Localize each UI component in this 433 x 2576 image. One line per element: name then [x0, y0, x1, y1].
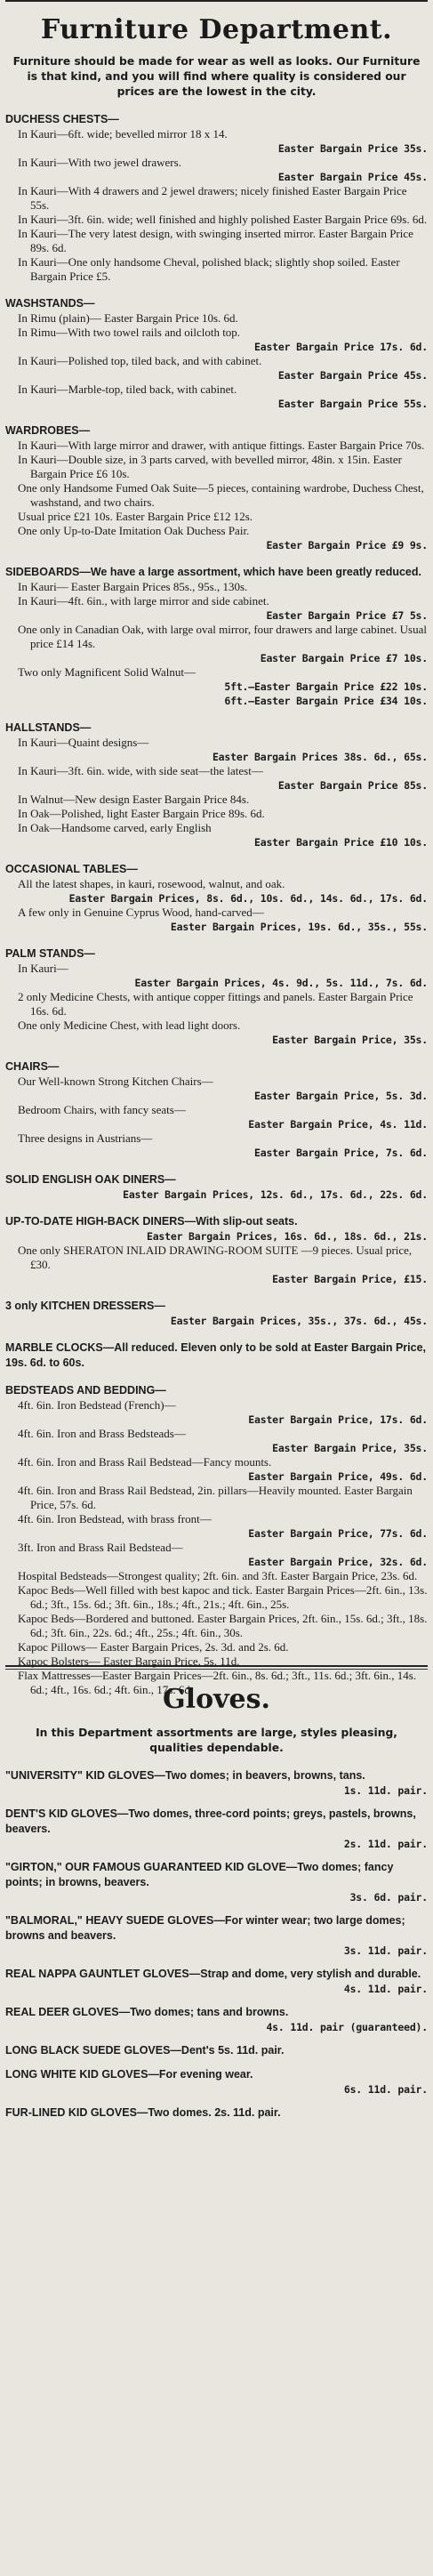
- item-line: In Rimu—With two towel rails and oilcloth top.: [18, 326, 241, 339]
- item-line: In Kauri—One only handsome Cheval, polished black; slightly shop soiled. Easter Bargain Price £5.: [18, 255, 400, 283]
- item-line: One only SHERATON INLAID DRAWING-ROOM SUITE —9 pieces. Usual price, £30.: [18, 1244, 413, 1271]
- price-line: Easter Bargain Price £7 5s.: [266, 609, 428, 622]
- item-line: One only Medicine Chest, with lead light doors.: [18, 1018, 241, 1032]
- furniture-category: [5, 720, 428, 849]
- item-line: 2 only Medicine Chests, with antique copper fittings and panels. Easter Bargain Price 16s. 6d.: [18, 990, 413, 1018]
- item-line: Bedroom Chairs, with fancy seats—: [18, 1103, 186, 1116]
- category-title: CHAIRS—: [5, 1060, 60, 1073]
- item-line: In Kauri—With two jewel drawers.: [18, 156, 181, 169]
- item-line: Kapoc Beds—Bordered and buttoned. Easter Bargain Prices, 2ft. 6in., 15s. 6d.; 3ft., 18s. 6d.; 3ft. 6in., 22s. 6d.; 4ft., 25s.; 4ft. 6in., 30s.: [18, 1612, 428, 1639]
- top-rule: [5, 0, 428, 2]
- furniture-section: [5, 14, 428, 1696]
- price-line: Easter Bargain Prices, 4s. 9d., 5s. 11d., 7s. 6d.: [134, 977, 428, 989]
- gloves-list: [5, 1768, 428, 2121]
- glove-item: [5, 1768, 428, 1798]
- price-line: Easter Bargain Price 17s. 6d.: [254, 341, 428, 353]
- item-line: In Kauri—4ft. 6in., with large mirror and side cabinet.: [18, 594, 269, 608]
- glove-title: LONG WHITE KID GLOVES—For evening wear.: [5, 2068, 253, 2081]
- item-line: 3ft. Iron and Brass Rail Bedstead—: [18, 1541, 183, 1554]
- category-title: OCCASIONAL TABLES—: [5, 863, 138, 875]
- item-line: Three designs in Austrians—: [18, 1131, 153, 1145]
- glove-price: 2s. 11d. pair.: [343, 1838, 428, 1850]
- furniture-category: [5, 296, 428, 411]
- category-title: UP-TO-DATE HIGH-BACK DINERS—With slip-out seats.: [5, 1215, 298, 1228]
- item-line: In Kauri—The very latest design, with swinging inserted mirror. Easter Bargain Price 89s. 6d.: [18, 227, 413, 254]
- glove-price: 1s. 11d. pair.: [343, 1784, 428, 1797]
- category-title: 3 only KITCHEN DRESSERS—: [5, 1300, 165, 1312]
- category-title: HALLSTANDS—: [5, 721, 92, 734]
- price-line: Easter Bargain Price 85s.: [277, 779, 428, 792]
- furniture-title: Furniture Department.: [40, 14, 393, 45]
- price-line: Easter Bargain Price £9 9s.: [266, 539, 428, 551]
- category-title: MARBLE CLOCKS—All reduced. Eleven only to be sold at Easter Bargain Price, 19s. 6d. to 60s.: [5, 1341, 427, 1369]
- price-line: Easter Bargain Price, 17s. 6d.: [248, 1413, 428, 1426]
- item-line: In Kauri—Quaint designs—: [18, 736, 149, 749]
- item-line: 4ft. 6in. Iron Bedstead, with brass front—: [18, 1512, 212, 1525]
- glove-title: REAL DEER GLOVES—Two domes; tans and browns.: [5, 2006, 289, 2018]
- category-title: WASHSTANDS—: [5, 297, 95, 310]
- furniture-category: [5, 423, 428, 552]
- furniture-category: [5, 946, 428, 1047]
- glove-title: LONG BLACK SUEDE GLOVES—Dent's 5s. 11d. pair.: [5, 2044, 285, 2057]
- glove-title: "BALMORAL," HEAVY SUEDE GLOVES—For winter wear; two large domes; browns and beavers.: [5, 1914, 405, 1942]
- item-line: Kapoc Bolsters— Easter Bargain Price, 5s. 11d.: [18, 1654, 240, 1668]
- price-line: Easter Bargain Price, 35s.: [272, 1034, 428, 1046]
- glove-item: [5, 1860, 428, 1904]
- price-line: 5ft.—Easter Bargain Price £22 10s.: [224, 680, 428, 693]
- price-line: Easter Bargain Price 45s.: [277, 369, 428, 382]
- price-line: Easter Bargain Prices, 8s. 6d., 10s. 6d., 14s. 6d., 17s. 6d.: [68, 892, 428, 905]
- item-line: Our Well-known Strong Kitchen Chairs—: [18, 1075, 213, 1088]
- price-line: Easter Bargain Price, 49s. 6d.: [248, 1470, 428, 1483]
- price-line: Easter Bargain Price 35s.: [277, 142, 428, 155]
- item-line: In Kauri—With large mirror and drawer, with antique fittings. Easter Bargain Price 70s.: [18, 439, 425, 452]
- item-line: Two only Magnificent Solid Walnut—: [18, 665, 196, 679]
- glove-price: 6s. 11d. pair.: [343, 2083, 428, 2096]
- glove-item: [5, 1807, 428, 1851]
- category-title: WARDROBES—: [5, 424, 91, 437]
- glove-price: 3s. 6d. pair.: [349, 1891, 428, 1904]
- item-line: In Kauri—3ft. 6in. wide; well finished and highly polished Easter Bargain Price 69s. 6d.: [18, 213, 428, 226]
- category-title: DUCHESS CHESTS—: [5, 113, 119, 125]
- furniture-category: [5, 1340, 428, 1371]
- price-line: Easter Bargain Prices, 12s. 6d., 17s. 6d., 22s. 6d.: [123, 1188, 428, 1201]
- item-line: One only Handsome Fumed Oak Suite—5 pieces, containing wardrobe, Duchess Chest, washstand, and two chairs.: [18, 481, 424, 509]
- glove-item: [5, 1913, 428, 1958]
- furniture-categories: [5, 112, 428, 1697]
- glove-title: REAL NAPPA GAUNTLET GLOVES—Strap and dome, very stylish and durable.: [5, 1968, 421, 1980]
- furniture-category: [5, 565, 428, 708]
- price-line: Easter Bargain Price, 32s. 6d.: [248, 1556, 428, 1568]
- glove-item: [5, 2067, 428, 2097]
- price-line: Easter Bargain Price 55s.: [277, 398, 428, 410]
- item-line: In Oak—Handsome carved, early English: [18, 821, 212, 834]
- price-line: Easter Bargain Price £7 10s.: [260, 652, 428, 664]
- price-line: Easter Bargain Price, 7s. 6d.: [254, 1147, 428, 1159]
- item-line: One only in Canadian Oak, with large oval mirror, four drawers and large cabinet. Usual price £14 14s.: [18, 623, 427, 650]
- price-line: Easter Bargain Prices 38s. 6d., 65s.: [212, 751, 428, 763]
- gloves-title: Gloves.: [163, 1684, 270, 1715]
- gloves-intro: In this Department assortments are large, styles pleasing, qualities dependable.: [36, 1727, 397, 1754]
- item-line: A few only in Genuine Cyprus Wood, hand-carved—: [18, 906, 264, 919]
- item-line: In Kauri—6ft. wide; bevelled mirror 18 x 14.: [18, 127, 228, 141]
- furniture-intro: Furniture should be made for wear as well as looks. Our Furniture is that kind, and you will find where quality is considered our prices are the lowest in the city.: [12, 55, 421, 98]
- category-title: PALM STANDS—: [5, 947, 95, 960]
- price-line: Easter Bargain Price, 4s. 11d.: [248, 1118, 428, 1131]
- item-line: Flax Mattresses—Easter Bargain Prices—2ft. 6in., 8s. 6d.; 3ft., 11s. 6d.; 3ft. 6in., 14s. 6d.; 4ft., 16s. 6d.; 4ft. 6in., 17s. 6d.: [18, 1669, 417, 1696]
- item-line: 4ft. 6in. Iron and Brass Rail Bedstead—Fancy mounts.: [18, 1455, 272, 1469]
- item-line: Hospital Bedsteads—Strongest quality; 2ft. 6in. and 3ft. Easter Bargain Price, 23s. 6d.: [18, 1569, 418, 1582]
- item-line: In Kauri—Polished top, tiled back, and with cabinet.: [18, 354, 262, 367]
- item-line: Usual price £21 10s. Easter Bargain Price £12 12s.: [18, 510, 253, 523]
- furniture-category: [5, 1383, 428, 1697]
- item-line: All the latest shapes, in kauri, rosewood, walnut, and oak.: [18, 877, 285, 890]
- item-line: In Kauri—Double size, in 3 parts carved, with bevelled mirror, 48in. x 15in. Easter Bargain Price £6 10s.: [18, 453, 402, 480]
- glove-item: [5, 2043, 428, 2058]
- item-line: In Kauri— Easter Bargain Prices 85s., 95s., 130s.: [18, 580, 248, 593]
- item-line: In Kauri—3ft. 6in. wide, with side seat—the latest—: [18, 764, 263, 777]
- item-line: Kapoc Beds—Well filled with best kapoc and tick. Easter Bargain Prices—2ft. 6in., 13s. 6d.; 3ft., 15s. 6d.; 3ft. 6in., 18s.; 4ft., 21s.; 4ft. 6in., 25s.: [18, 1583, 428, 1611]
- item-line: In Walnut—New design Easter Bargain Price 84s.: [18, 793, 250, 806]
- glove-title: DENT'S KID GLOVES—Two domes, three-cord points; greys, pastels, browns, beavers.: [5, 1807, 416, 1835]
- furniture-category: [5, 862, 428, 934]
- price-line: 6ft.—Easter Bargain Price £34 10s.: [224, 695, 428, 707]
- price-line: Easter Bargain Price, 5s. 3d.: [254, 1090, 428, 1102]
- item-line: One only Up-to-Date Imitation Oak Duchess Pair.: [18, 524, 250, 537]
- price-line: Easter Bargain Price, 35s.: [272, 1442, 428, 1454]
- category-title: SIDEBOARDS—We have a large assortment, which have been greatly reduced.: [5, 566, 421, 578]
- item-line: In Rimu (plain)— Easter Bargain Price 10s. 6d.: [18, 311, 238, 325]
- glove-title: "UNIVERSITY" KID GLOVES—Two domes; in beavers, browns, tans.: [5, 1769, 365, 1782]
- price-line: Easter Bargain Prices, 19s. 6d., 35s., 55s.: [170, 921, 428, 933]
- item-line: In Kauri—: [18, 962, 68, 975]
- price-line: Easter Bargain Price 45s.: [277, 171, 428, 183]
- glove-item: [5, 2005, 428, 2034]
- category-title: SOLID ENGLISH OAK DINERS—: [5, 1173, 176, 1186]
- gloves-section: [5, 1684, 428, 2576]
- item-line: Kapoc Pillows— Easter Bargain Prices, 2s. 3d. and 2s. 6d.: [18, 1640, 289, 1654]
- price-line: Easter Bargain Prices, 16s. 6d., 18s. 6d., 21s.: [146, 1230, 428, 1243]
- category-title: BEDSTEADS AND BEDDING—: [5, 1384, 166, 1397]
- item-line: In Kauri—Marble-top, tiled back, with cabinet.: [18, 382, 237, 396]
- item-line: 4ft. 6in. Iron and Brass Bedsteads—: [18, 1427, 186, 1440]
- glove-item: [5, 2105, 428, 2121]
- item-line: In Kauri—With 4 drawers and 2 jewel drawers; nicely finished Easter Bargain Price 55s.: [18, 184, 407, 212]
- item-line: In Oak—Polished, light Easter Bargain Price 89s. 6d.: [18, 807, 265, 820]
- furniture-category: [5, 112, 428, 284]
- furniture-category: [5, 1299, 428, 1328]
- glove-price: 4s. 11d. pair.: [343, 1983, 428, 1995]
- glove-title: FUR-LINED KID GLOVES—Two domes. 2s. 11d. pair.: [5, 2106, 281, 2119]
- item-line: 4ft. 6in. Iron Bedstead (French)—: [18, 1398, 176, 1412]
- furniture-category: [5, 1214, 428, 1286]
- price-line: Easter Bargain Price, 77s. 6d.: [248, 1527, 428, 1540]
- glove-price: 4s. 11d. pair (guaranteed).: [266, 2021, 428, 2033]
- furniture-category: [5, 1059, 428, 1160]
- price-line: Easter Bargain Prices, 35s., 37s. 6d., 45s.: [170, 1315, 428, 1327]
- glove-item: [5, 1967, 428, 1996]
- glove-price: 3s. 11d. pair.: [343, 1944, 428, 1957]
- furniture-category: [5, 1172, 428, 1202]
- price-line: Easter Bargain Price £10 10s.: [254, 836, 428, 849]
- item-line: 4ft. 6in. Iron and Brass Rail Bedstead, 2in. pillars—Heavily mounted. Easter Bargain Price, 57s. 6d.: [18, 1484, 413, 1511]
- price-line: Easter Bargain Price, £15.: [272, 1273, 428, 1285]
- glove-title: "GIRTON," OUR FAMOUS GUARANTEED KID GLOVE—Two domes; fancy points; in browns, beavers.: [5, 1861, 394, 1888]
